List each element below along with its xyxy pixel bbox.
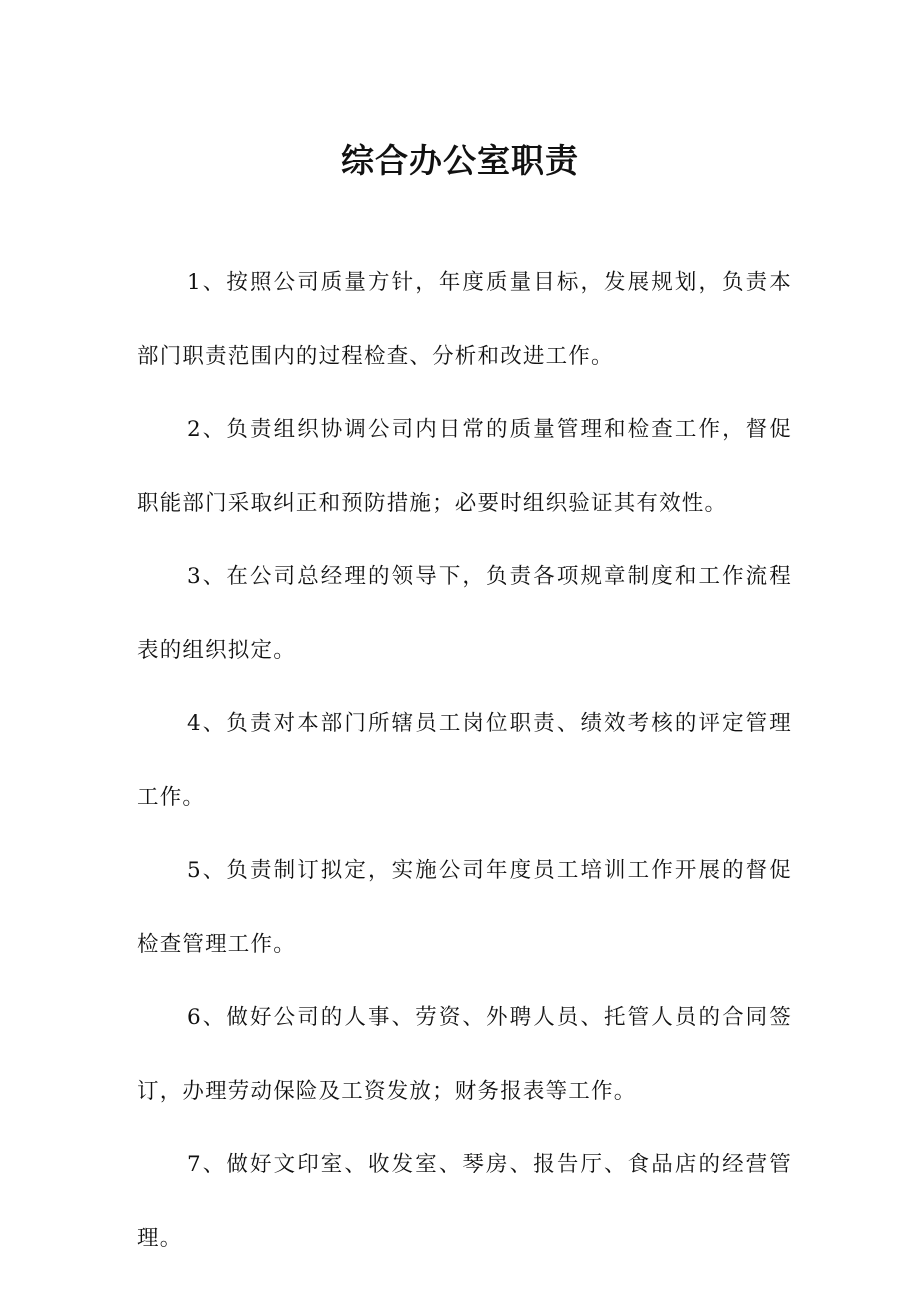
- duty-item-3: 3、在公司总经理的领导下，负责各项规章制度和工作流程表的组织拟定。: [137, 564, 792, 663]
- duty-item-2: 2、负责组织协调公司内日常的质量管理和检查工作，督促职能部门采取纠正和预防措施；必要时组织验证其有效性。: [137, 417, 792, 516]
- page-title: 综合办公室职责: [341, 141, 579, 180]
- duty-item-5: 5、负责制订拟定，实施公司年度员工培训工作开展的督促检查管理工作。: [137, 858, 792, 957]
- duty-item-4: 4、负责对本部门所辖员工岗位职责、绩效考核的评定管理工作。: [137, 711, 792, 810]
- duty-item-6: 6、做好公司的人事、劳资、外聘人员、托管人员的合同签订，办理劳动保险及工资发放；财务报表等工作。: [137, 1005, 792, 1104]
- document-body: [137, 246, 792, 1275]
- duty-item-7: 7、做好文印室、收发室、琴房、报告厅、食品店的经营管理。: [137, 1152, 792, 1251]
- duty-item-1: 1、按照公司质量方针，年度质量目标，发展规划，负责本部门职责范围内的过程检查、分析和改进工作。: [137, 270, 792, 369]
